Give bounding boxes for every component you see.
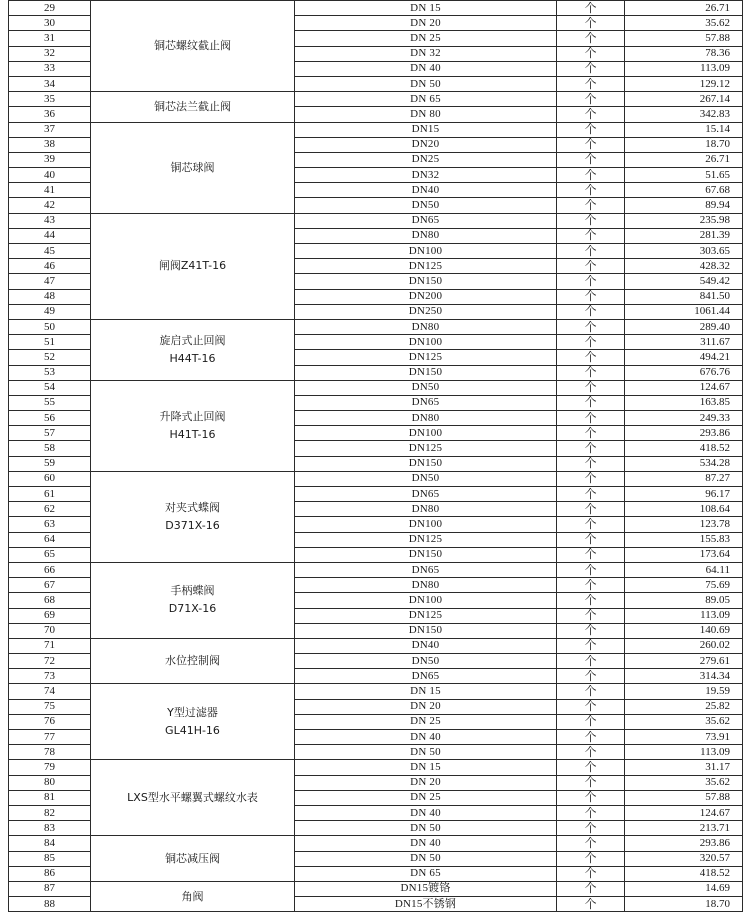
row-number: 74 [9, 684, 91, 699]
price-cell: 494.21 [625, 350, 743, 365]
price-cell: 841.50 [625, 289, 743, 304]
price-cell: 51.65 [625, 168, 743, 183]
unit-cell: 个 [557, 244, 625, 259]
price-cell: 293.86 [625, 836, 743, 851]
row-number: 36 [9, 107, 91, 122]
spec-cell: DN 20 [295, 699, 557, 714]
price-cell: 18.70 [625, 897, 743, 912]
unit-cell: 个 [557, 532, 625, 547]
unit-cell: 个 [557, 623, 625, 638]
unit-cell: 个 [557, 107, 625, 122]
price-cell: 26.71 [625, 152, 743, 167]
row-number: 54 [9, 380, 91, 395]
spec-cell: DN 15 [295, 684, 557, 699]
spec-cell: DN 20 [295, 16, 557, 31]
item-name-line: 手柄蝶阀 [170, 584, 215, 598]
item-name-line: 闸阀Z41T-16 [158, 259, 227, 273]
spec-cell: DN 15 [295, 1, 557, 16]
row-number: 33 [9, 61, 91, 76]
price-cell: 155.83 [625, 532, 743, 547]
unit-cell: 个 [557, 456, 625, 471]
price-cell: 249.33 [625, 411, 743, 426]
row-number: 73 [9, 669, 91, 684]
price-cell: 267.14 [625, 92, 743, 107]
price-table-body [9, 1, 743, 912]
row-number: 47 [9, 274, 91, 289]
row-number: 44 [9, 228, 91, 243]
unit-cell: 个 [557, 684, 625, 699]
unit-cell: 个 [557, 152, 625, 167]
row-number: 66 [9, 562, 91, 577]
unit-cell: 个 [557, 608, 625, 623]
spec-cell: DN150 [295, 274, 557, 289]
row-number: 82 [9, 805, 91, 820]
spec-cell: DN80 [295, 578, 557, 593]
spec-cell: DN150 [295, 547, 557, 562]
price-cell: 213.71 [625, 821, 743, 836]
price-cell: 124.67 [625, 380, 743, 395]
table-row [9, 638, 743, 653]
unit-cell: 个 [557, 122, 625, 137]
spec-cell: DN125 [295, 259, 557, 274]
row-number: 55 [9, 395, 91, 410]
spec-cell: DN150 [295, 456, 557, 471]
item-name-line: 铜芯螺纹截止阀 [154, 39, 231, 53]
price-cell: 124.67 [625, 805, 743, 820]
price-cell: 78.36 [625, 46, 743, 61]
spec-cell: DN 65 [295, 866, 557, 881]
unit-cell: 个 [557, 441, 625, 456]
row-number: 88 [9, 897, 91, 912]
spec-cell: DN50 [295, 471, 557, 486]
unit-cell: 个 [557, 61, 625, 76]
row-number: 80 [9, 775, 91, 790]
spec-cell: DN 65 [295, 92, 557, 107]
spec-cell: DN80 [295, 502, 557, 517]
row-number: 79 [9, 760, 91, 775]
spec-cell: DN 40 [295, 805, 557, 820]
row-number: 72 [9, 654, 91, 669]
item-name-line: 升降式止回阀 [159, 409, 226, 423]
unit-cell: 个 [557, 471, 625, 486]
unit-cell: 个 [557, 304, 625, 319]
price-cell: 89.94 [625, 198, 743, 213]
price-cell: 534.28 [625, 456, 743, 471]
spec-cell: DN80 [295, 319, 557, 334]
unit-cell: 个 [557, 562, 625, 577]
spec-cell: DN65 [295, 487, 557, 502]
row-number: 64 [9, 532, 91, 547]
row-number: 70 [9, 623, 91, 638]
spec-cell: DN100 [295, 517, 557, 532]
row-number: 35 [9, 92, 91, 107]
price-cell: 418.52 [625, 441, 743, 456]
unit-cell: 个 [557, 730, 625, 745]
price-cell: 173.64 [625, 547, 743, 562]
price-cell: 87.27 [625, 471, 743, 486]
spec-cell: DN40 [295, 183, 557, 198]
spec-cell: DN50 [295, 380, 557, 395]
price-cell: 428.32 [625, 259, 743, 274]
table-row [9, 471, 743, 486]
spec-cell: DN25 [295, 152, 557, 167]
unit-cell: 个 [557, 168, 625, 183]
spec-cell: DN50 [295, 654, 557, 669]
price-cell: 31.17 [625, 760, 743, 775]
spec-cell: DN20 [295, 137, 557, 152]
table-row [9, 122, 743, 137]
unit-cell: 个 [557, 745, 625, 760]
spec-cell: DN125 [295, 441, 557, 456]
item-name-cell [91, 122, 295, 213]
spec-cell: DN15镀铬 [295, 881, 557, 896]
item-name-line: GL41H-16 [165, 723, 220, 737]
price-cell: 35.62 [625, 775, 743, 790]
price-cell: 281.39 [625, 228, 743, 243]
spec-cell: DN250 [295, 304, 557, 319]
table-row [9, 92, 743, 107]
spec-cell: DN100 [295, 244, 557, 259]
unit-cell: 个 [557, 350, 625, 365]
unit-cell: 个 [557, 16, 625, 31]
price-cell: 123.78 [625, 517, 743, 532]
price-cell: 64.11 [625, 562, 743, 577]
row-number: 57 [9, 426, 91, 441]
spec-cell: DN 40 [295, 730, 557, 745]
item-name-cell [91, 562, 295, 638]
row-number: 81 [9, 790, 91, 805]
spec-cell: DN150 [295, 623, 557, 638]
item-name-line: D371X-16 [165, 518, 220, 532]
item-name-cell [91, 380, 295, 471]
spec-cell: DN 32 [295, 46, 557, 61]
spec-cell: DN80 [295, 228, 557, 243]
table-row [9, 319, 743, 334]
item-name-cell [91, 760, 295, 836]
price-table [8, 0, 743, 912]
unit-cell: 个 [557, 714, 625, 729]
item-name-line: 铜芯球阀 [170, 160, 215, 174]
unit-cell: 个 [557, 198, 625, 213]
price-cell: 96.17 [625, 487, 743, 502]
row-number: 40 [9, 168, 91, 183]
row-number: 39 [9, 152, 91, 167]
row-number: 76 [9, 714, 91, 729]
unit-cell: 个 [557, 502, 625, 517]
unit-cell: 个 [557, 335, 625, 350]
item-name-line: D71X-16 [168, 602, 217, 616]
spec-cell: DN65 [295, 562, 557, 577]
price-cell: 549.42 [625, 274, 743, 289]
price-cell: 235.98 [625, 213, 743, 228]
table-row [9, 881, 743, 896]
spec-cell: DN 50 [295, 851, 557, 866]
row-number: 29 [9, 1, 91, 16]
spec-cell: DN 15 [295, 760, 557, 775]
spec-cell: DN100 [295, 335, 557, 350]
spec-cell: DN 25 [295, 31, 557, 46]
unit-cell: 个 [557, 760, 625, 775]
price-cell: 18.70 [625, 137, 743, 152]
item-name-cell [91, 319, 295, 380]
item-name-cell [91, 836, 295, 882]
row-number: 71 [9, 638, 91, 653]
price-cell: 14.69 [625, 881, 743, 896]
unit-cell: 个 [557, 851, 625, 866]
row-number: 37 [9, 122, 91, 137]
spec-cell: DN125 [295, 532, 557, 547]
unit-cell: 个 [557, 593, 625, 608]
price-cell: 35.62 [625, 16, 743, 31]
row-number: 49 [9, 304, 91, 319]
unit-cell: 个 [557, 411, 625, 426]
price-cell: 113.09 [625, 745, 743, 760]
row-number: 68 [9, 593, 91, 608]
spec-cell: DN15不锈钢 [295, 897, 557, 912]
unit-cell: 个 [557, 897, 625, 912]
row-number: 58 [9, 441, 91, 456]
unit-cell: 个 [557, 76, 625, 91]
row-number: 30 [9, 16, 91, 31]
unit-cell: 个 [557, 213, 625, 228]
spec-cell: DN 80 [295, 107, 557, 122]
price-cell: 89.05 [625, 593, 743, 608]
table-row [9, 213, 743, 228]
row-number: 50 [9, 319, 91, 334]
price-cell: 73.91 [625, 730, 743, 745]
spec-cell: DN125 [295, 350, 557, 365]
spec-cell: DN200 [295, 289, 557, 304]
price-cell: 311.67 [625, 335, 743, 350]
price-cell: 129.12 [625, 76, 743, 91]
item-name-line: 铜芯减压阀 [165, 851, 220, 865]
unit-cell: 个 [557, 183, 625, 198]
table-row [9, 1, 743, 16]
unit-cell: 个 [557, 578, 625, 593]
row-number: 31 [9, 31, 91, 46]
row-number: 34 [9, 76, 91, 91]
row-number: 65 [9, 547, 91, 562]
spec-cell: DN100 [295, 593, 557, 608]
row-number: 63 [9, 517, 91, 532]
unit-cell: 个 [557, 775, 625, 790]
spec-cell: DN 40 [295, 61, 557, 76]
item-name-cell [91, 92, 295, 122]
unit-cell: 个 [557, 790, 625, 805]
spec-cell: DN80 [295, 411, 557, 426]
row-number: 61 [9, 487, 91, 502]
item-name-line: H41T-16 [169, 427, 216, 441]
spec-cell: DN 50 [295, 76, 557, 91]
price-cell: 320.57 [625, 851, 743, 866]
unit-cell: 个 [557, 517, 625, 532]
row-number: 52 [9, 350, 91, 365]
price-cell: 26.71 [625, 1, 743, 16]
spec-cell: DN50 [295, 198, 557, 213]
spec-cell: DN 20 [295, 775, 557, 790]
spec-cell: DN65 [295, 213, 557, 228]
item-name-line: 对夹式蝶阀 [165, 500, 220, 514]
spec-cell: DN15 [295, 122, 557, 137]
spec-cell: DN 40 [295, 836, 557, 851]
unit-cell: 个 [557, 669, 625, 684]
table-row [9, 760, 743, 775]
unit-cell: 个 [557, 547, 625, 562]
row-number: 48 [9, 289, 91, 304]
table-row [9, 562, 743, 577]
row-number: 77 [9, 730, 91, 745]
price-cell: 140.69 [625, 623, 743, 638]
unit-cell: 个 [557, 654, 625, 669]
unit-cell: 个 [557, 380, 625, 395]
price-cell: 163.85 [625, 395, 743, 410]
unit-cell: 个 [557, 805, 625, 820]
unit-cell: 个 [557, 31, 625, 46]
unit-cell: 个 [557, 46, 625, 61]
row-number: 75 [9, 699, 91, 714]
spec-cell: DN 50 [295, 821, 557, 836]
price-cell: 293.86 [625, 426, 743, 441]
price-cell: 676.76 [625, 365, 743, 380]
row-number: 83 [9, 821, 91, 836]
item-name-line: H44T-16 [169, 351, 216, 365]
item-name-line: 旋启式止回阀 [159, 333, 226, 347]
row-number: 87 [9, 881, 91, 896]
spec-cell: DN 50 [295, 745, 557, 760]
item-name-cell [91, 1, 295, 92]
table-row [9, 380, 743, 395]
unit-cell: 个 [557, 365, 625, 380]
row-number: 78 [9, 745, 91, 760]
price-cell: 260.02 [625, 638, 743, 653]
unit-cell: 个 [557, 395, 625, 410]
price-cell: 303.65 [625, 244, 743, 259]
spec-cell: DN100 [295, 426, 557, 441]
item-name-line: 角阀 [181, 889, 204, 903]
spec-cell: DN150 [295, 365, 557, 380]
price-cell: 57.88 [625, 790, 743, 805]
row-number: 60 [9, 471, 91, 486]
unit-cell: 个 [557, 881, 625, 896]
row-number: 69 [9, 608, 91, 623]
row-number: 41 [9, 183, 91, 198]
item-name-cell [91, 881, 295, 911]
spec-cell: DN125 [295, 608, 557, 623]
price-cell: 314.34 [625, 669, 743, 684]
row-number: 62 [9, 502, 91, 517]
unit-cell: 个 [557, 289, 625, 304]
unit-cell: 个 [557, 821, 625, 836]
spec-cell: DN 25 [295, 714, 557, 729]
row-number: 85 [9, 851, 91, 866]
price-cell: 279.61 [625, 654, 743, 669]
spec-cell: DN32 [295, 168, 557, 183]
item-name-cell [91, 684, 295, 760]
price-cell: 57.88 [625, 31, 743, 46]
price-cell: 25.82 [625, 699, 743, 714]
unit-cell: 个 [557, 274, 625, 289]
unit-cell: 个 [557, 137, 625, 152]
price-cell: 35.62 [625, 714, 743, 729]
spec-cell: DN65 [295, 395, 557, 410]
row-number: 46 [9, 259, 91, 274]
row-number: 59 [9, 456, 91, 471]
unit-cell: 个 [557, 1, 625, 16]
unit-cell: 个 [557, 487, 625, 502]
unit-cell: 个 [557, 836, 625, 851]
row-number: 43 [9, 213, 91, 228]
price-cell: 75.69 [625, 578, 743, 593]
price-cell: 67.68 [625, 183, 743, 198]
unit-cell: 个 [557, 699, 625, 714]
item-name-cell [91, 213, 295, 319]
price-cell: 15.14 [625, 122, 743, 137]
item-name-line: Y型过滤器 [167, 705, 218, 719]
row-number: 38 [9, 137, 91, 152]
unit-cell: 个 [557, 319, 625, 334]
item-name-line: 水位控制阀 [165, 654, 220, 668]
spec-cell: DN 25 [295, 790, 557, 805]
unit-cell: 个 [557, 866, 625, 881]
price-cell: 342.83 [625, 107, 743, 122]
unit-cell: 个 [557, 228, 625, 243]
price-cell: 19.59 [625, 684, 743, 699]
row-number: 45 [9, 244, 91, 259]
item-name-line: 铜芯法兰截止阀 [154, 99, 231, 113]
spec-cell: DN40 [295, 638, 557, 653]
table-row [9, 684, 743, 699]
price-cell: 113.09 [625, 61, 743, 76]
unit-cell: 个 [557, 259, 625, 274]
row-number: 42 [9, 198, 91, 213]
row-number: 56 [9, 411, 91, 426]
item-name-cell [91, 638, 295, 684]
item-name-line: LXS型水平螺翼式螺纹水表 [127, 790, 258, 804]
unit-cell: 个 [557, 92, 625, 107]
price-cell: 108.64 [625, 502, 743, 517]
unit-cell: 个 [557, 426, 625, 441]
spec-cell: DN65 [295, 669, 557, 684]
row-number: 53 [9, 365, 91, 380]
price-cell: 289.40 [625, 319, 743, 334]
price-cell: 418.52 [625, 866, 743, 881]
unit-cell: 个 [557, 638, 625, 653]
item-name-cell [91, 471, 295, 562]
row-number: 32 [9, 46, 91, 61]
price-cell: 113.09 [625, 608, 743, 623]
table-row [9, 836, 743, 851]
row-number: 51 [9, 335, 91, 350]
row-number: 86 [9, 866, 91, 881]
row-number: 84 [9, 836, 91, 851]
price-cell: 1061.44 [625, 304, 743, 319]
row-number: 67 [9, 578, 91, 593]
